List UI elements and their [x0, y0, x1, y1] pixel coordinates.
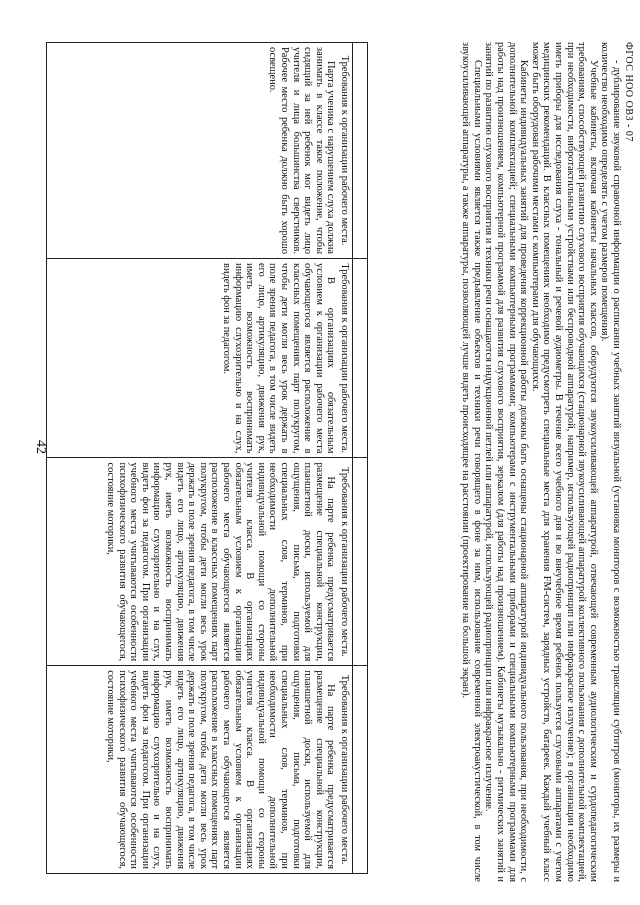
cell-text: На парте ребенка предусматривается размещение специальной конструкции, планшетной доски, используемой для ощущения, письма, подготовки специальных слов, терминов, при необходимости дополнительной индивидуальной помощи со стороны учителя класса. В организациях обязательным условием к организации рабочего места обучающегося является расположение в классных помещениях парт полукругом, чтобы дети могли весь урок держать в поле зрения педагога, в том числе видеть его лицо, артикуляцию, движения рук, иметь возможность воспринимать информацию слухозрительно и на слух, видеть фон за педагогом. При организации учебного места учитываются особенности психофизического развития обучающегося, состояние моторики,	[105, 462, 337, 662]
table-header-cell	[353, 43, 368, 259]
cell-text: Парта ученика с нарушением слуха должна занимать в классе такое положение, чтобы сидящий за ней ребенок мог видеть лицо учителя и лица большинства сверстников. Рабочее место ребенка должно быть хорошо освещено.	[267, 47, 337, 255]
paragraph: - дублирование звуковой справочной информации о расписании учебных занятий визуальной (установка мониторов с возможностью трансляции субтитров (мониторы, их размеры и количество необходимо определять с учетом размеров помещения).	[599, 42, 622, 882]
table-header-cell	[353, 259, 368, 458]
requirements-table	[46, 42, 368, 874]
page-number: 42	[33, 440, 48, 454]
cell-text: На парте ребенка предусматривается размещение специальной конструкции, планшетной доски, используемой для ощущения, письма, подготовки специальных слов, терминов, при необходимости дополнительной индивидуальной помощи со стороны учителя класса. В организациях обязательным условием к организации рабочего места обучающегося является расположение в классных помещениях парт полукругом, чтобы дети могли весь урок держать в поле зрения педагога, в том числе видеть его лицо, артикуляцию, движения рук, иметь возможность воспринимать информацию слухозрительно и на слух, видеть фон за педагогом. При организации учебного места учитываются особенности психофизического развития обучающегося, состояние моторики,	[105, 670, 337, 869]
table-row	[47, 43, 353, 874]
table-cell	[47, 458, 353, 666]
table-cell	[47, 43, 353, 259]
paragraph: Учебные кабинеты, включая кабинеты начальных классов, оборудуются звукоусиливающей аппаратурой, отвечающей современным аудиологическим и сурдопедагогическим требованиям, способствующей развитию слухового восприятия обучающихся (стационарной звукоусиливающей аппаратурой коллективного пользования с дополнительной комплектацией, при необходимости, вибротактильными устройствами или беспроводной аппаратурой, например, использующей радиопринцип или инфракрасное излучение); в организации необходимо иметь приборы для исследования слуха - тональный и речевой аудиометры. В течение всего учебного дня и во внеучебное время ребенок пользуется слуховыми аппаратами с учетом медицинских рекомендаций. В классных помещениях необходимо предусмотреть специальные места для хранения FM-систем, зарядных устройств, батареек. Каждый учебный класс может быть оборудован рабочими местами с компьютерами для обучающихся.	[529, 42, 599, 882]
cell-text: В организациях обязательным условием к организации рабочего места обучающегося является расположение в классных помещениях парт полукругом, чтобы дети могли весь урок держать в поле зрения педагога, в том числе видеть его лицо, артикуляцию, движения рук, иметь возможность воспринимать информацию слухозрительно и на слух, видеть фон за педагогом.	[221, 263, 337, 454]
cell-title: Требования к организации рабочего места.	[339, 55, 350, 246]
body-text	[460, 42, 622, 882]
cell-title: Требования к организации рабочего места.	[339, 263, 350, 454]
document-footer: ФГОС НОО ОВЗ - 07	[623, 42, 634, 142]
paragraph: Специальными условиями является также предъявление объектов и техники речи говорящего в фоне за ним, использование современной электроакустической, в том числе звукоусиливающей аппаратуры, а также аппаратуры, позволяющей лучше видеть происходящее на расстоянии (проектирование на большой экран).	[460, 42, 483, 882]
cell-title: Требования к организации рабочего места.	[339, 674, 350, 865]
table-cell	[47, 259, 353, 458]
table-cell	[47, 666, 353, 874]
table-header-row	[353, 43, 368, 874]
cell-title: Требования к организации рабочего места.	[339, 466, 350, 657]
paragraph: Кабинеты индивидуальных занятий для проведения коррекционной работы должны быть оснащены стационарной аппаратурой индивидуального пользования, при необходимости, с дополнительной комплектацией; специальными компьютерными программами; компьютерами с инструментальными приборами и специальными компьютерными программами для работы над произношением, компьютерной программой для развития слухового восприятия, зеркалом (для работы над произношением). Кабинеты музыкально - ритмических занятий и занятий по развитию слухового восприятия и техники речи оснащаются индукционной петлей или аппаратурой, использующей радиопринцип или инфракрасное излучение.	[483, 42, 530, 882]
table-header-cell	[353, 458, 368, 666]
table-header-cell	[353, 666, 368, 874]
